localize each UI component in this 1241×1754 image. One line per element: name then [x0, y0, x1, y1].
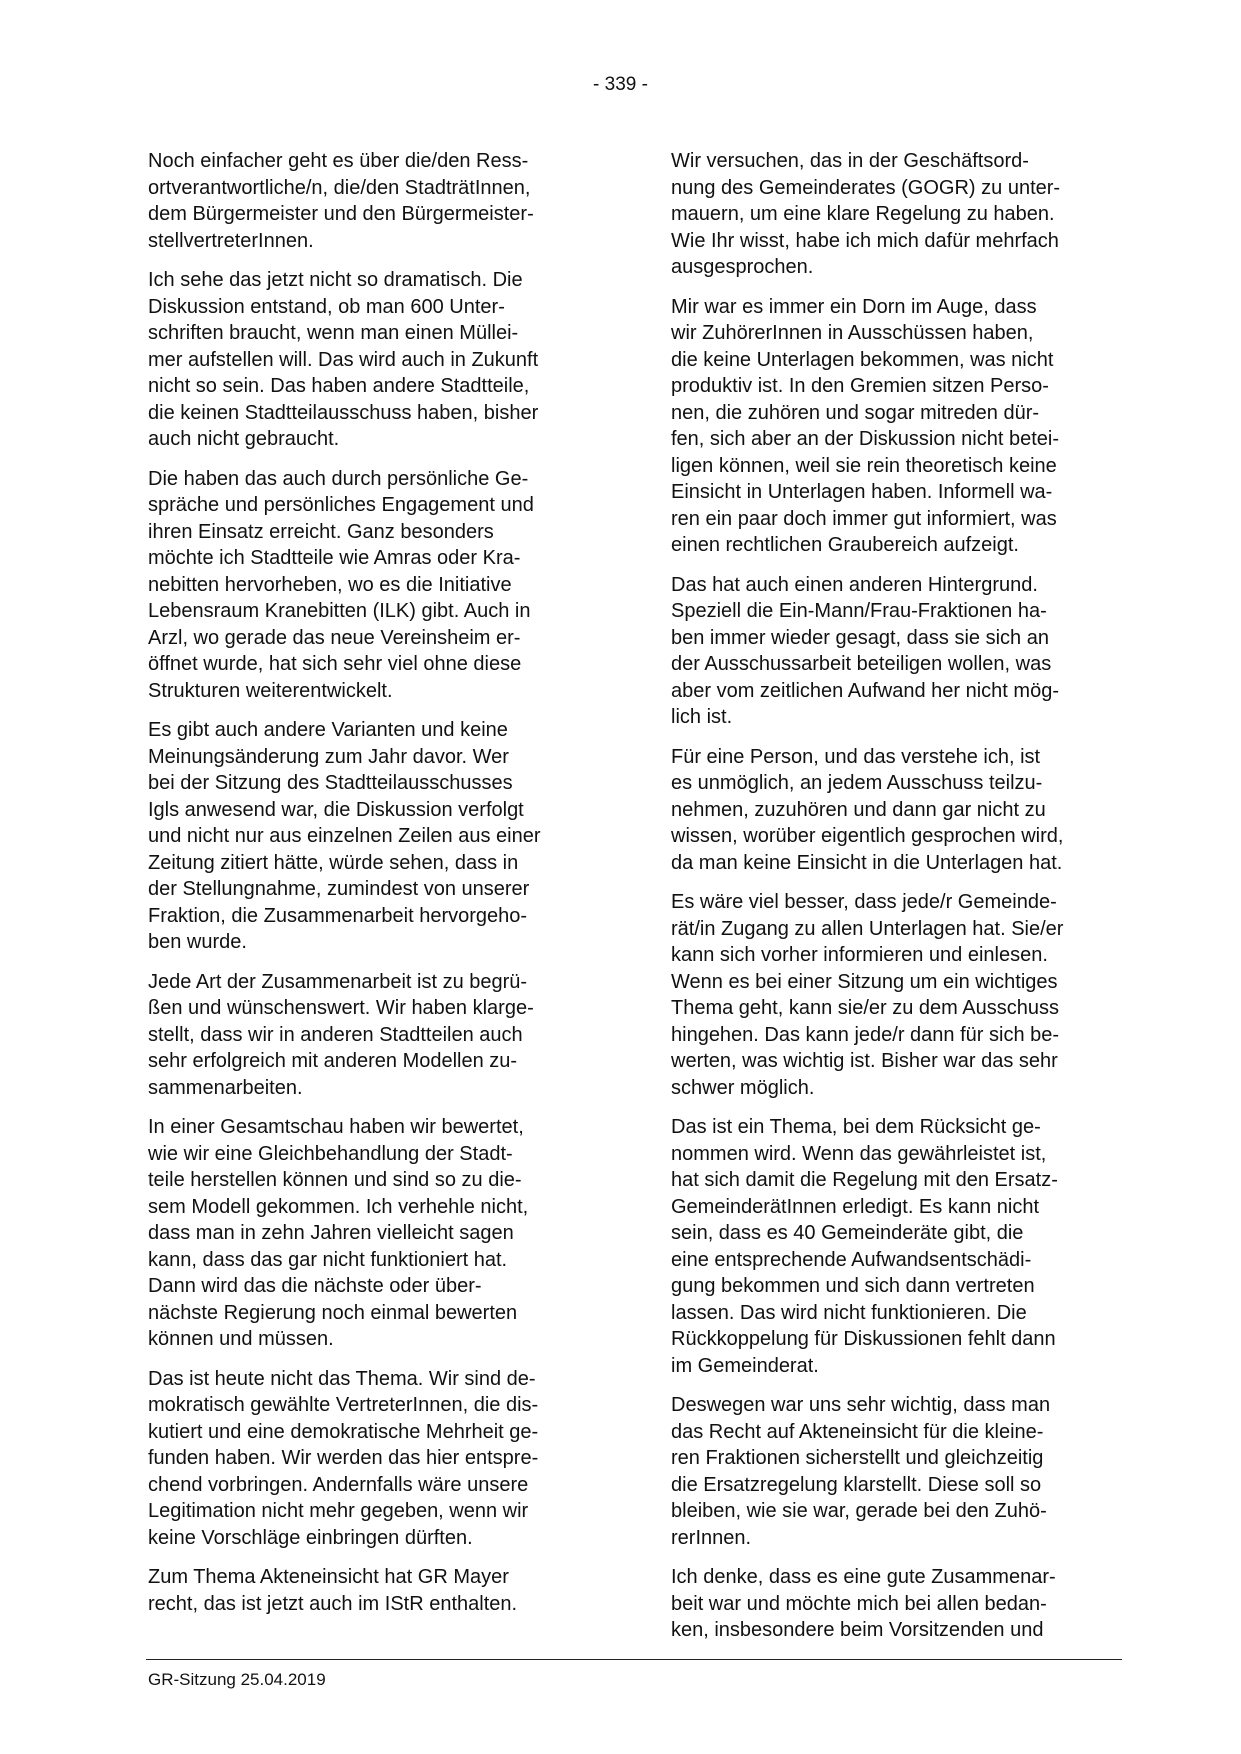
- paragraph: Für eine Person, und das verstehe ich, ist es unmöglich, an jedem Ausschuss teilzu- nehmen, zuzuhören und dann gar nicht zu wissen, worüber eigentlich gesprochen wird, da man keine Einsicht in die Unterlagen hat.: [671, 745, 1064, 874]
- paragraph: Deswegen war uns sehr wichtig, dass man das Recht auf Akteneinsicht für die kleine- ren Fraktionen sicherstellt und gleichzeitig die Ersatzregelung klarstellt. Diese soll so bleiben, wie sie war, gerade bei den Zuhö- rerInnen.: [671, 1394, 1051, 1549]
- paragraph: Jede Art der Zusammenarbeit ist zu begrü- ßen und wünschenswert. Wir haben klarge- stellt, dass wir in anderen Stadtteilen auch sehr erfolgreich mit anderen Modellen zu- sammenarbeiten.: [148, 970, 534, 1099]
- paragraph: Mir war es immer ein Dorn im Auge, dass wir ZuhörerInnen in Ausschüssen haben, die keine Unterlagen bekommen, was nicht produktiv ist. In den Gremien sitzen Perso- nen, die zuhören und sogar mitreden dür- fen, sich aber an der Diskussion nicht betei- ligen können, weil sie rein theoretisch keine Einsicht in Unterlagen haben. Informell wa- ren ein paar doch immer gut informiert, was einen rechtlichen Graubereich aufzeigt.: [671, 295, 1059, 556]
- paragraph: In einer Gesamtschau haben wir bewertet, wie wir eine Gleichbehandlung der Stadt- teile herstellen können und sind so zu die- sem Modell gekommen. Ich verhehle nicht, dass man in zehn Jahren vielleicht sagen kann, dass das gar nicht funktioniert hat. Dann wird das die nächste oder über- nächste Regierung noch einmal bewerten können und müssen.: [148, 1116, 529, 1350]
- footer-divider: [146, 1659, 1122, 1660]
- paragraph: Ich sehe das jetzt nicht so dramatisch. Die Diskussion entstand, ob man 600 Unter- schriften braucht, wenn man einen Müllei- mer aufstellen will. Das wird auch in Zukunft nicht so sein. Das haben andere Stadtteile, die keinen Stadtteilausschuss haben, bisher auch nicht gebraucht.: [148, 269, 539, 450]
- paragraph: Die haben das auch durch persönliche Ge- spräche und persönliches Engagement und ihren Einsatz erreicht. Ganz besonders möchte ich Stadtteile wie Amras oder Kra- nebitten hervorheben, wo es die Initiative Lebensraum Kranebitten (ILK) gibt. Auch in Arzl, wo gerade das neue Vereinsheim er- öffnet wurde, hat sich sehr viel ohne diese Strukturen weiterentwickelt.: [148, 467, 534, 702]
- paragraph: Wir versuchen, das in der Geschäftsord- nung des Gemeinderates (GOGR) zu unter- mauern, um eine klare Regelung zu haben. Wie Ihr wisst, habe ich mich dafür mehrfach ausgesprochen.: [671, 150, 1061, 278]
- page-number: - 339 -: [593, 74, 648, 95]
- paragraph: Zum Thema Akteneinsicht hat GR Mayer recht, das ist jetzt auch im IStR enthalten.: [148, 1566, 518, 1615]
- paragraph: Es gibt auch andere Varianten und keine Meinungsänderung zum Jahr davor. Wer bei der Sitzung des Stadtteilausschusses Igls anwesend war, die Diskussion verfolgt und nicht nur aus einzelnen Zeilen aus einer Zeitung zitiert hätte, würde sehen, dass in der Stellungnahme, zumindest von unserer Fraktion, die Zusammenarbeit hervorgeho- ben wurde.: [148, 719, 541, 953]
- right-text-column: [671, 148, 1123, 1657]
- paragraph: Das hat auch einen anderen Hintergrund. Speziell die Ein-Mann/Frau-Fraktionen ha- ben immer wieder gesagt, dass sie sich an der Ausschussarbeit beteiligen wollen, was aber vom zeitlichen Aufwand her nicht mög- lich ist.: [671, 573, 1059, 728]
- footer-session-date: GR-Sitzung 25.04.2019: [148, 1670, 326, 1689]
- paragraph: Das ist heute nicht das Thema. Wir sind de- mokratisch gewählte VertreterInnen, die dis- kutiert und eine demokratische Mehrheit ge- funden haben. Wir werden das hier entspre- chend vorbringen. Andernfalls wäre unsere Legitimation nicht mehr gegeben, wenn wir keine Vorschläge einbringen dürften.: [148, 1367, 539, 1549]
- paragraph: Ich denke, dass es eine gute Zusammenar- beit war und möchte mich bei allen bedan- ken, insbesondere beim Vorsitzenden und: [671, 1566, 1056, 1641]
- paragraph: Es wäre viel besser, dass jede/r Gemeinde- rät/in Zugang zu allen Unterlagen hat. Sie/er kann sich vorher informieren und einlesen. Wenn es bei einer Sitzung um ein wichtiges Thema geht, kann sie/er zu dem Ausschuss hingehen. Das kann jede/r dann für sich be- werten, was wichtig ist. Bisher war das sehr schwer möglich.: [671, 891, 1064, 1099]
- paragraph: Noch einfacher geht es über die/den Ress- ortverantwortliche/n, die/den StadträtInnen, dem Bürgermeister und den Bürgermeister- stellvertreterInnen.: [148, 150, 534, 252]
- paragraph: Das ist ein Thema, bei dem Rücksicht ge- nommen wird. Wenn das gewährleistet ist, hat sich damit die Regelung mit den Ersatz- GemeinderätInnen erledigt. Es kann nicht sein, dass es 40 Gemeinderäte gibt, die eine entsprechende Aufwandsentschädi- gung bekommen und sich dann vertreten lassen. Das wird nicht funktionieren. Die Rückkoppelung für Diskussionen fehlt dann im Gemeinderat.: [671, 1116, 1058, 1377]
- left-text-column: [148, 148, 600, 1630]
